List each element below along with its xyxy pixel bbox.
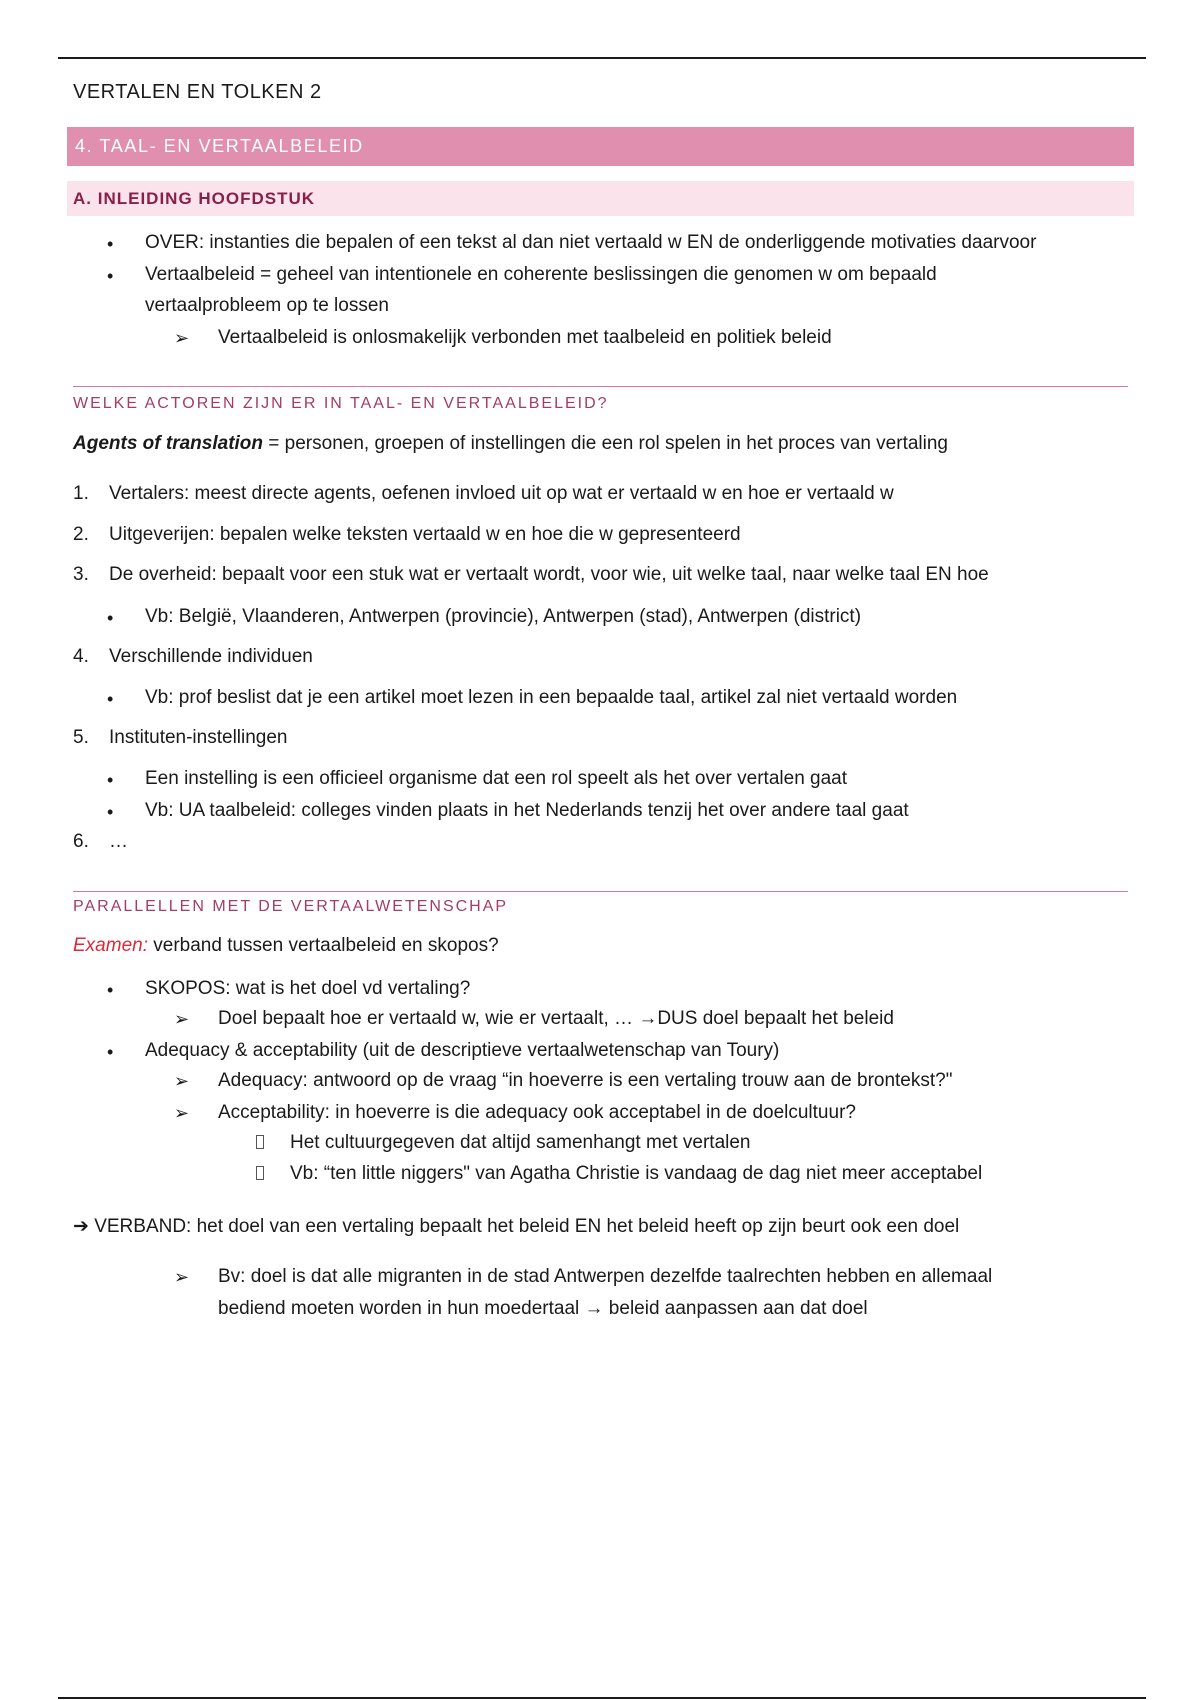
agents-definition [73, 434, 948, 453]
list-number: 4. [73, 646, 89, 667]
actor-sub-item: Een instelling is een officieel organisme dat een rol speelt als het over vertalen gaat [145, 768, 848, 789]
list-number: 2. [73, 524, 89, 545]
actor-item: … [109, 831, 128, 852]
list-number: 1. [73, 483, 89, 504]
arrow-bullet-icon: ➢ [174, 1009, 190, 1029]
intro-bullet-vertaalbeleid: Vertaalbeleid = geheel van intentionele en coherente beslissingen die genomen w om bepaald [145, 264, 937, 285]
parallels-heading: PARALLELLEN MET DE VERTAALWETENSCHAP [73, 898, 509, 915]
bullet-icon: • [107, 802, 114, 822]
square-bullet-icon [256, 1135, 264, 1149]
section-divider [73, 891, 1128, 892]
section-heading-bar [67, 181, 1134, 216]
actor-sub-item: Vb: UA taalbeleid: colleges vinden plaats in het Nederlands tenzij het over andere taal gaat [145, 800, 909, 821]
bullet-icon: • [107, 608, 114, 628]
bullet-icon: • [107, 234, 114, 254]
chapter-heading: 4. TAAL- EN VERTAALBELEID [75, 136, 364, 156]
arrow-bullet-icon: ➢ [174, 328, 190, 348]
exam-label: Examen: [73, 935, 148, 956]
actor-sub-item: Vb: België, Vlaanderen, Antwerpen (provincie), Antwerpen (stad), Antwerpen (district) [145, 606, 862, 627]
adequacy-bullet: Adequacy & acceptability (uit de descriptieve vertaalwetenschap van Toury) [145, 1040, 780, 1061]
square-bullet-icon [256, 1166, 264, 1180]
section-heading: A. INLEIDING HOOFDSTUK [73, 189, 316, 208]
list-number: 6. [73, 831, 89, 852]
actor-item: Instituten-instellingen [109, 727, 288, 748]
intro-bullet-over: OVER: instanties die bepalen of een tekst al dan niet vertaald w EN de onderliggende motivaties daarvoor [145, 232, 1037, 253]
arrow-bullet-icon: ➢ [174, 1267, 190, 1287]
actor-item: Verschillende individuen [109, 646, 313, 667]
bullet-icon: • [107, 1042, 114, 1062]
acceptability-detail: Vb: “ten little niggers" van Agatha Christie is vandaag de dag niet meer acceptabel [290, 1163, 983, 1184]
bullet-icon: • [107, 770, 114, 790]
skopos-sub-bullet: Doel bepaalt hoe er vertaald w, wie er vertaalt, … →DUS doel bepaalt het beleid [218, 1008, 894, 1029]
bullet-icon: • [107, 266, 114, 286]
adequacy-sub-bullet: Adequacy: antwoord op de vraag “in hoeverre is een vertaling trouw aan de brontekst?" [218, 1070, 953, 1091]
chapter-heading-bar [67, 127, 1134, 166]
arrow-bullet-icon: ➢ [174, 1071, 190, 1091]
example-line-cont: bediend moeten worden in hun moedertaal → beleid aanpassen aan dat doel [218, 1298, 868, 1319]
list-number: 3. [73, 564, 89, 585]
actor-item: Uitgeverijen: bepalen welke teksten vertaald w en hoe die w gepresenteerd [109, 524, 741, 545]
arrow-bullet-icon: ➢ [174, 1103, 190, 1123]
exam-question-text: verband tussen vertaalbeleid en skopos? [147, 935, 499, 956]
actor-item: De overheid: bepaalt voor een stuk wat er vertaalt wordt, voor wie, uit welke taal, naar welke taal EN hoe [109, 564, 989, 585]
skopos-bullet: SKOPOS: wat is het doel vd vertaling? [145, 978, 471, 999]
exam-question [73, 936, 499, 955]
agents-definition-text: = personen, groepen of instellingen die een rol spelen in het proces van vertaling [263, 433, 948, 454]
acceptability-detail: Het cultuurgegeven dat altijd samenhangt met vertalen [290, 1132, 751, 1153]
acceptability-sub-bullet: Acceptability: in hoeverre is die adequacy ook acceptabel in de doelcultuur? [218, 1102, 856, 1123]
example-line: Bv: doel is dat alle migranten in de stad Antwerpen dezelfde taalrechten hebben en allemaal [218, 1266, 993, 1287]
actor-item: Vertalers: meest directe agents, oefenen invloed uit op wat er vertaald w en hoe er vertaald w [109, 483, 894, 504]
agents-term: Agents of translation [73, 433, 264, 454]
list-number: 5. [73, 727, 89, 748]
bullet-icon: • [107, 689, 114, 709]
actors-heading: WELKE ACTOREN ZIJN ER IN TAAL- EN VERTAALBELEID? [73, 395, 609, 412]
document-title: VERTALEN EN TOLKEN 2 [73, 81, 322, 103]
verband-statement: ➔ VERBAND: het doel van een vertaling bepaalt het beleid EN het beleid heeft op zijn beurt ook een doel [73, 1216, 960, 1237]
header-rule [58, 57, 1146, 59]
intro-bullet-vertaalbeleid-cont: vertaalprobleem op te lossen [145, 295, 389, 316]
footer-rule [58, 1697, 1146, 1699]
intro-sub-bullet: Vertaalbeleid is onlosmakelijk verbonden met taalbeleid en politiek beleid [218, 327, 832, 348]
bullet-icon: • [107, 980, 114, 1000]
actor-sub-item: Vb: prof beslist dat je een artikel moet lezen in een bepaalde taal, artikel zal niet vertaald worden [145, 687, 958, 708]
section-divider [73, 386, 1128, 387]
